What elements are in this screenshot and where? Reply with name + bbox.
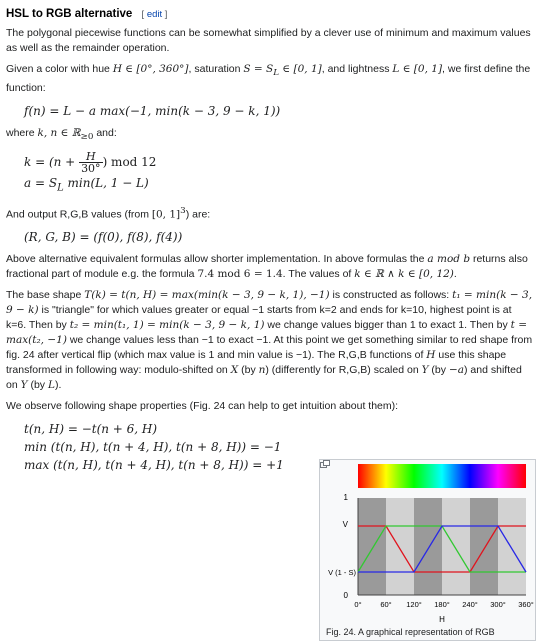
- rgb-graph-svg: [320, 460, 535, 640]
- text-fragment: is "triangle" for which values greater or equal −1 starts from k=2 and ends for k=10, highest point is at k=6. Then by: [6, 304, 512, 332]
- y-label-1: 1: [343, 493, 348, 502]
- math-sub: ≥0: [80, 132, 94, 143]
- section-heading: [6, 8, 534, 20]
- math-k-range: k ∈ ℝ ∧ k ∈ [0, 12): [354, 268, 454, 281]
- math-X: X: [230, 364, 239, 377]
- text-fragment: Above alternative equivalent formulas allow shorter implementation. In above formulas the: [6, 253, 428, 266]
- math-t2: t₂ = min(t₁, 1) = min(k − 3, 9 − k, 1): [69, 319, 265, 332]
- property-min: min (t(n, H), t(n + 4, H), t(n + 8, H)) = −1: [24, 440, 282, 455]
- text-fragment: , saturation: [188, 63, 244, 75]
- edit-section-link[interactable]: edit: [146, 9, 163, 20]
- bracket-open: [: [141, 9, 147, 20]
- base-shape-paragraph: [6, 288, 534, 393]
- math-range: [0, 1]: [151, 208, 181, 221]
- text-fragment: ) and shifted on: [6, 364, 522, 392]
- text-fragment: (by: [238, 364, 259, 377]
- math-t1: t₁ = min(k − 3, 9 − k): [6, 289, 533, 317]
- text-fragment: ).: [54, 379, 62, 392]
- section-title: HSL to RGB alternative: [6, 8, 133, 20]
- properties-paragraph: We observe following shape properties (Fig. 24 can help to get intuition about them):: [6, 400, 399, 413]
- math-hue: H ∈ [0°, 360°]: [112, 63, 189, 75]
- article-section: [6, 0, 534, 480]
- math-fragment: a = S: [24, 176, 58, 191]
- alternative-formulas-paragraph: [6, 252, 534, 282]
- x-tick-label: 0°: [354, 600, 362, 609]
- x-tick-labels: [354, 600, 533, 609]
- text-fragment: returns also fractional part of module e.g. the formula: [6, 253, 528, 281]
- math-sub: L: [57, 182, 64, 194]
- math-fragment: k = (n +: [24, 155, 80, 170]
- x-tick-label: 180°: [434, 600, 450, 609]
- text-fragment: is constructed as follows:: [329, 289, 453, 302]
- equation-f: f(n) = L − a max(−1, min(k − 3, 9 − k, 1)): [24, 104, 281, 119]
- math-example: 7.4 mod 6 = 1.4: [197, 268, 283, 281]
- figure-caption: Fig. 24. A graphical representation of RGB: [326, 627, 495, 637]
- hue-band: [498, 498, 526, 595]
- math-H: H: [426, 349, 436, 362]
- text-fragment: we change values bigger than 1 to exact 1. Then by: [264, 319, 511, 332]
- enlarge-icon[interactable]: [320, 460, 330, 468]
- y-label-v: V: [342, 520, 348, 529]
- intro-paragraph: The polygonal piecewise functions can be somewhat simplified by a clever use of minimum and maximum values as well as the remainder operation.: [6, 27, 531, 54]
- hue-band: [414, 498, 442, 595]
- text-fragment: ) (differently for R,G,B) scaled on: [265, 364, 422, 377]
- math-Y: Y: [20, 379, 28, 392]
- text-fragment: . The values of: [282, 268, 355, 281]
- x-tick-label: 360°: [518, 600, 534, 609]
- text-fragment: we change values less than −1 to exact −1. At this point we get something similar to red shape from fig. 24 after vertical flip (which max value is 1 and min value is −1). The R,G,B functions of: [6, 334, 533, 362]
- math-fragment: min(L, 1 − L): [63, 176, 149, 191]
- math-mod: a mod b: [427, 253, 471, 266]
- text-fragment: and:: [93, 127, 117, 140]
- x-tick-label: 240°: [462, 600, 478, 609]
- hue-band: [386, 498, 414, 595]
- math-fragment: ) mod 12: [102, 155, 157, 170]
- math-saturation-range: ∈ [0, 1]: [279, 63, 322, 75]
- text-fragment: , we first define the function:: [6, 63, 531, 95]
- x-tick-label: 300°: [490, 600, 506, 609]
- given-color-paragraph: [6, 62, 534, 96]
- equation-a: [24, 174, 534, 197]
- math-L: L: [47, 379, 55, 392]
- math-shape: T(k) = t(n, H) = max(min(k − 3, 9 − k, 1), −1): [84, 289, 330, 302]
- equation-rgb: (R, G, B) = (f(0), f(8), f(4)): [24, 230, 183, 245]
- edit-section-link-wrapper: [142, 9, 168, 20]
- equation-row: [24, 151, 534, 174]
- math-sup: 3: [180, 205, 186, 216]
- math-saturation: S = S: [243, 63, 274, 75]
- math-Y: Y: [421, 364, 429, 377]
- text-fragment: (by: [428, 364, 449, 377]
- math-sub: L: [273, 68, 280, 79]
- fraction-numerator: H: [79, 151, 103, 163]
- x-axis-label: H: [439, 615, 445, 624]
- hue-bands: [358, 498, 526, 595]
- text-fragment: The base shape: [6, 289, 85, 302]
- where-paragraph: [6, 126, 534, 145]
- property-max: max (t(n, H), t(n + 4, H), t(n + 8, H)) = +1: [24, 458, 284, 473]
- property-antisymmetry: t(n, H) = −t(n + 6, H): [24, 422, 158, 437]
- math-lightness: L ∈ [0, 1]: [392, 63, 443, 75]
- text-fragment: And output R,G,B values (from: [6, 208, 152, 221]
- fraction-denominator: 30°: [81, 162, 101, 176]
- math-kn: k, n ∈ ℝ: [37, 127, 81, 140]
- text-fragment: use this shape transformed in following way: modulo-shifted on: [6, 349, 507, 377]
- figure-rgb-graph: [319, 459, 536, 641]
- text-fragment: , and lightness: [321, 63, 393, 75]
- x-tick-label: 60°: [380, 600, 392, 609]
- text-fragment: Given a color with hue: [6, 63, 113, 75]
- equation-k: [24, 151, 534, 197]
- text-fragment: .: [453, 268, 457, 281]
- x-tick-label: 120°: [406, 600, 422, 609]
- hue-band: [442, 498, 470, 595]
- hue-spectrum-bar: [358, 464, 526, 488]
- math-n: n: [258, 364, 266, 377]
- hue-band: [470, 498, 498, 595]
- text-fragment: where: [6, 127, 38, 140]
- hue-band: [358, 498, 386, 595]
- y-label-v1s: V (1 - S): [328, 568, 356, 577]
- output-paragraph: [6, 204, 534, 223]
- math-t3: t = max(t₂, −1): [6, 319, 527, 347]
- bracket-close: ]: [162, 9, 168, 20]
- math-neg-a: −a: [448, 364, 464, 377]
- text-fragment: ) are:: [185, 208, 211, 221]
- y-label-0: 0: [343, 591, 348, 600]
- fraction: [79, 151, 103, 174]
- text-fragment: (by: [27, 379, 48, 392]
